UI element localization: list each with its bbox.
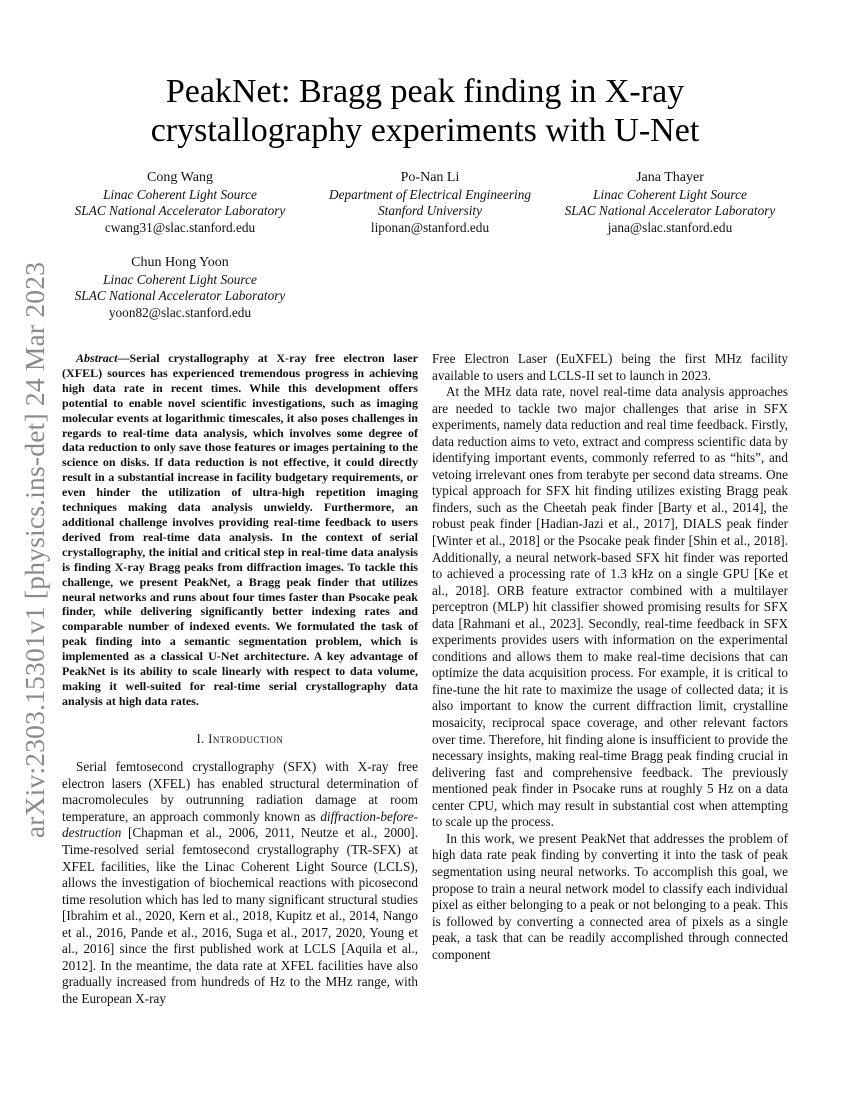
section-heading-introduction: I. Introduction (196, 731, 284, 746)
author-affiliation: SLAC National Accelerator Laboratory (564, 203, 776, 218)
arxiv-identifier-stamp (10, 260, 60, 840)
body-paragraph: Free Electron Laser (EuXFEL) being the first MHz facility available to users and LCLS-II set to launch in 2023. (432, 351, 788, 383)
intro-emphasis: diffraction-before-destruction (62, 808, 418, 841)
paper-title (0, 72, 850, 150)
body-paragraph: At the MHz data rate, novel real-time data analysis approaches are needed to tackle two major challenges that arise in SFX experiments, namely data reduction and real time feedback. Firstly, data reduction aims to veto, extract and compress scientific data by identifying important events, commonly referred to as “hits”, and vetoing irrelevant ones from terabyte per second data streams. One typical approach for SFX hit finding utilizes existing Bragg peak finders, such as the Cheetah peak finder [Barty et al., 2014], the robust peak finder [Hadian-Jazi et al., 2017], DIALS peak finder [Winter et al., 2018] or the Psocake peak finder [Shin et al., 2018]. Additionally, a neural network-based SFX hit finder was reported to achieved a processing rate of 1.3 kHz on a single GPU [Ke et al., 2018]. ORB feature extractor combined with a multilayer perceptron (MLP) hit classifier showed promising results for SFX data [Rahmani et al., 2023]. Secondly, real-time feedback in SFX experiments provides users with information on the experimental conditions and allows them to make real-time decisions that can optimize the data acquisition process. For example, it is critical to fine-tune the hit rate to maximize the usage of collected data; it is also important to know the current diffraction limit, crystalline mosaicity, reciprocal space coverage, and other relevant factors over time. Therefore, hit finding alone is insufficient to provide the necessary insights, making real-time Bragg peak finding crucial in delivering fast and comprehensive feedback. The previously mentioned peak finder in Psocake runs at roughly 5 Hz on a data center CPU, which may result in substantial cost when attempting to scale up the process. (432, 384, 788, 830)
intro-paragraph (62, 759, 418, 1007)
author-affiliation: SLAC National Accelerator Laboratory (74, 288, 286, 303)
title-line-2: crystallography experiments with U-Net (150, 112, 700, 149)
author-block-3 (550, 170, 790, 236)
author-email: yoon82@slac.stanford.edu (108, 304, 252, 320)
author-name: Jana Thayer (636, 170, 704, 185)
left-column (62, 351, 418, 1008)
author-affiliation: SLAC National Accelerator Laboratory (74, 203, 286, 218)
author-name: Chun Hong Yoon (131, 255, 229, 270)
author-name: Cong Wang (147, 170, 213, 185)
author-name: Po-Nan Li (400, 170, 460, 185)
intro-text: [Chapman et al., 2006, 2011, Neutze et al., 2000]. Time-resolved serial femtosecond crystallography (TR-SFX) at XFEL facilities, like the Linac Coherent Light Source (LCLS), allows the investigation of biochemical reactions with picosecond time resolution which has led to many significant structural studies [Ibrahim et al., 2020, Kern et al., 2018, Kupitz et al., 2014, Nango et al., 2016, Pande et al., 2016, Suga et al., 2017, 2020, Young et al., 2016] since the first published work at LCLS [Aquila et al., 2012]. In the meantime, the data rate at XFEL facilities have also gradually increased from hundreds of Hz to the MHz range, with the European X-ray (62, 825, 418, 1006)
author-block-4 (60, 255, 300, 321)
author-email: cwang31@slac.stanford.edu (104, 219, 256, 235)
abstract-text: —Serial crystallography at X-ray free electron laser (XFEL) sources has experienced tremendous progress in achieving high data rate in recent times. While this development offers potential to enable novel scientific investigations, such as imaging molecular events at logarithmic timescales, it also poses challenges in regards to real-time data analysis, which involves some degree of data reduction to only save those features or images pertaining to the science on disks. If data reduction is not effective, it could directly result in a substantial increase in facility budgetary requirements, or even hinder the utilization of ultra-high repetition imaging techniques making data analysis unwieldy. Furthermore, an additional challenge involves providing real-time feedback to users derived from real-time data analysis. In the context of serial crystallography, the initial and critical step in real-time data analysis is finding X-ray Bragg peaks from diffraction images. To tackle this challenge, we present PeakNet, a Bragg peak finder that utilizes neural networks and runs about four times faster than Psocake peak finder, while delivering significantly better indexing rates and comparable number of indexed events. We formulated the task of peak finding into a semantic segmentation problem, which is implemented as a classical U-Net architecture. A key advantage of PeakNet is its ability to scale linearly with respect to data volume, making it well-suited for real-time serial crystallography data analysis at high data rates. (62, 351, 418, 708)
author-affiliation: Stanford University (377, 203, 483, 218)
right-column (432, 351, 788, 963)
arxiv-identifier-text: arXiv:2303.15301v1 [physics.ins-det] 24 Mar 2023 (19, 261, 50, 839)
author-block-1 (70, 170, 290, 236)
author-email: liponan@stanford.edu (370, 219, 490, 235)
author-affiliation: Department of Electrical Engineering (329, 186, 531, 202)
title-line-1: PeakNet: Bragg peak finding in X-ray (165, 73, 685, 110)
intro-text: Serial femtosecond crystallography (SFX) with X-ray free electron lasers (XFEL) has enabled structural determination of macromolecules by outrunning radiation damage at room temperature, an approach commonly known as (62, 759, 418, 824)
body-paragraph: In this work, we present PeakNet that addresses the problem of high data rate peak finding by converting it into the task of peak segmentation using neural networks. To accomplish this goal, we propose to train a neural network model to classify each individual pixel as either belonging to a peak or not belonging to a peak. This is followed by converting a connected area of pixels as a single peak, a task that can be readily accomplished through connected component (432, 830, 788, 962)
author-affiliation: Linac Coherent Light Source (593, 186, 747, 202)
abstract (62, 351, 418, 709)
author-affiliation: Linac Coherent Light Source (103, 271, 257, 287)
abstract-label: Abstract (76, 351, 118, 365)
author-affiliation: Linac Coherent Light Source (103, 186, 257, 202)
author-block-2 (310, 170, 550, 236)
author-email: jana@slac.stanford.edu (607, 219, 733, 235)
